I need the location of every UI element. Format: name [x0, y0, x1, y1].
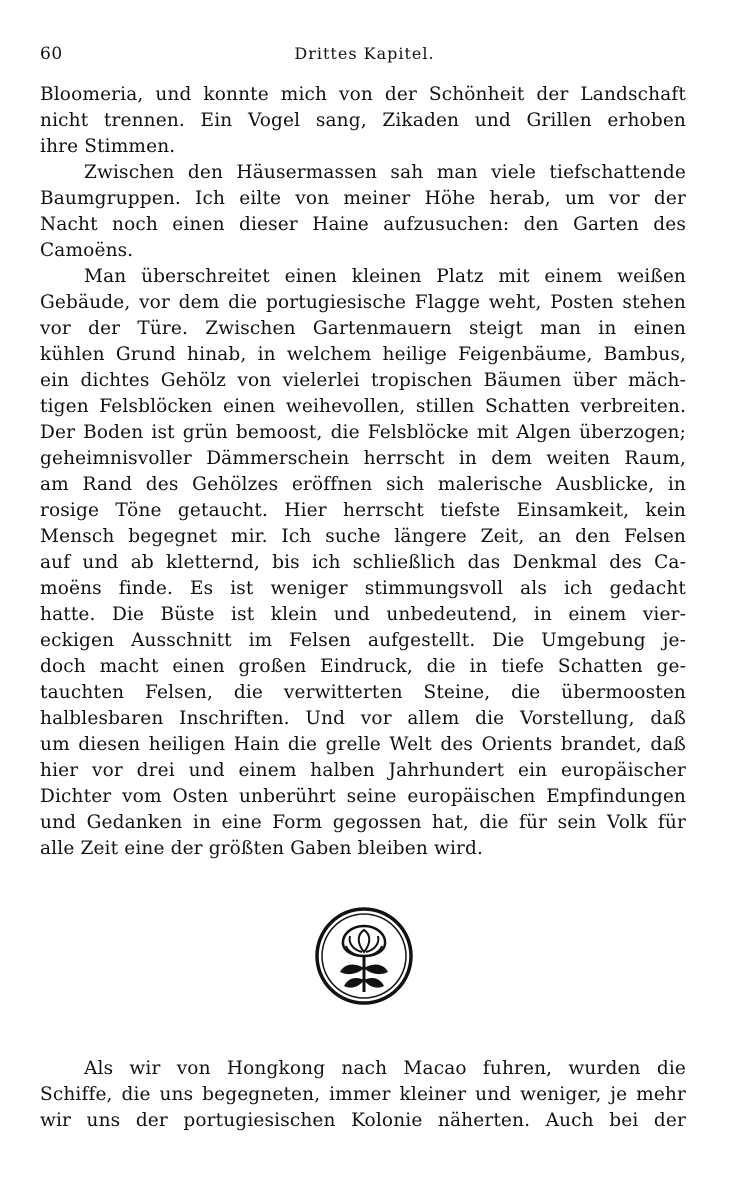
text-line: ein dichtes Gehölz von vielerlei tropischen Bäumen über mäch- [40, 370, 686, 391]
text-line: um diesen heiligen Hain die grelle Welt des Orients brandet, daß [40, 734, 686, 755]
text-line: Als wir von Hongkong nach Macao fuhren, wurden die [84, 1058, 686, 1079]
running-head: Drittes Kapitel. [294, 44, 435, 63]
text-line: nicht trennen. Ein Vogel sang, Zikaden und Grillen erhoben [40, 110, 686, 131]
text-line: und Gedanken in eine Form gegossen hat, die für sein Volk für [40, 812, 686, 833]
text-line: am Rand des Gehölzes eröffnen sich malerische Ausblicke, in [40, 474, 686, 495]
page-number: 60 [40, 44, 63, 64]
text-line: Camoëns. [40, 240, 134, 261]
text-line: Der Boden ist grün bemoost, die Felsblöcke mit Algen überzogen; [40, 422, 686, 443]
text-line: auf und ab kletternd, bis ich schließlich das Denkmal des Ca- [40, 552, 686, 573]
text-line: tauchten Felsen, die verwitterten Steine, die übermoosten [40, 682, 686, 703]
text-line: doch macht einen großen Eindruck, die in tiefe Schatten ge- [40, 656, 686, 677]
text-line: Baumgruppen. Ich eilte von meiner Höhe herab, um vor der [40, 188, 686, 209]
text-line: ihre Stimmen. [40, 136, 176, 157]
text-line: halblesbaren Inschriften. Und vor allem die Vorstellung, daß [40, 708, 686, 729]
text-line: alle Zeit eine der größten Gaben bleiben wird. [40, 838, 484, 859]
text-line: geheimnisvoller Dämmerschein herrscht in dem weiten Raum, [40, 448, 686, 469]
text-line: eckigen Ausschnitt im Felsen aufgestellt. Die Umgebung je- [40, 630, 686, 651]
text-line: rosige Töne getaucht. Hier herrscht tiefste Einsamkeit, kein [40, 500, 686, 521]
continuation-text [40, 1056, 686, 1134]
floral-vignette-icon [310, 906, 418, 1006]
text-line: tigen Felsblöcken einen weihevollen, stillen Schatten verbreiten. [40, 396, 686, 417]
main-text [40, 82, 686, 862]
text-line: Zwischen den Häusermassen sah man viele tiefschattende [84, 162, 686, 183]
text-line: Man überschreitet einen kleinen Platz mit einem weißen [84, 266, 686, 287]
text-line: hatte. Die Büste ist klein und unbedeutend, in einem vier- [40, 604, 686, 625]
text-line: vor der Türe. Zwischen Gartenmauern steigt man in einen [40, 318, 686, 339]
text-line: Dichter vom Osten unberührt seine europäischen Empfindungen [40, 786, 686, 807]
text-line: Mensch begegnet mir. Ich suche längere Zeit, an den Felsen [40, 526, 686, 547]
text-line: Schiffe, die uns begegneten, immer kleiner und weniger, je mehr [40, 1084, 686, 1105]
text-line: Bloomeria, und konnte mich von der Schönheit der Landschaft [40, 84, 686, 105]
text-line: kühlen Grund hinab, in welchem heilige Feigenbäume, Bambus, [40, 344, 686, 365]
text-line: hier vor drei und einem halben Jahrhundert ein europäischer [40, 760, 686, 781]
text-line: Gebäude, vor dem die portugiesische Flagge weht, Posten stehen [40, 292, 686, 313]
text-line: Nacht noch einen dieser Haine aufzusuchen: den Garten des [40, 214, 686, 235]
text-line: wir uns der portugiesischen Kolonie näherten. Auch bei der [40, 1110, 686, 1131]
text-line: moëns finde. Es ist weniger stimmungsvoll als ich gedacht [40, 578, 686, 599]
